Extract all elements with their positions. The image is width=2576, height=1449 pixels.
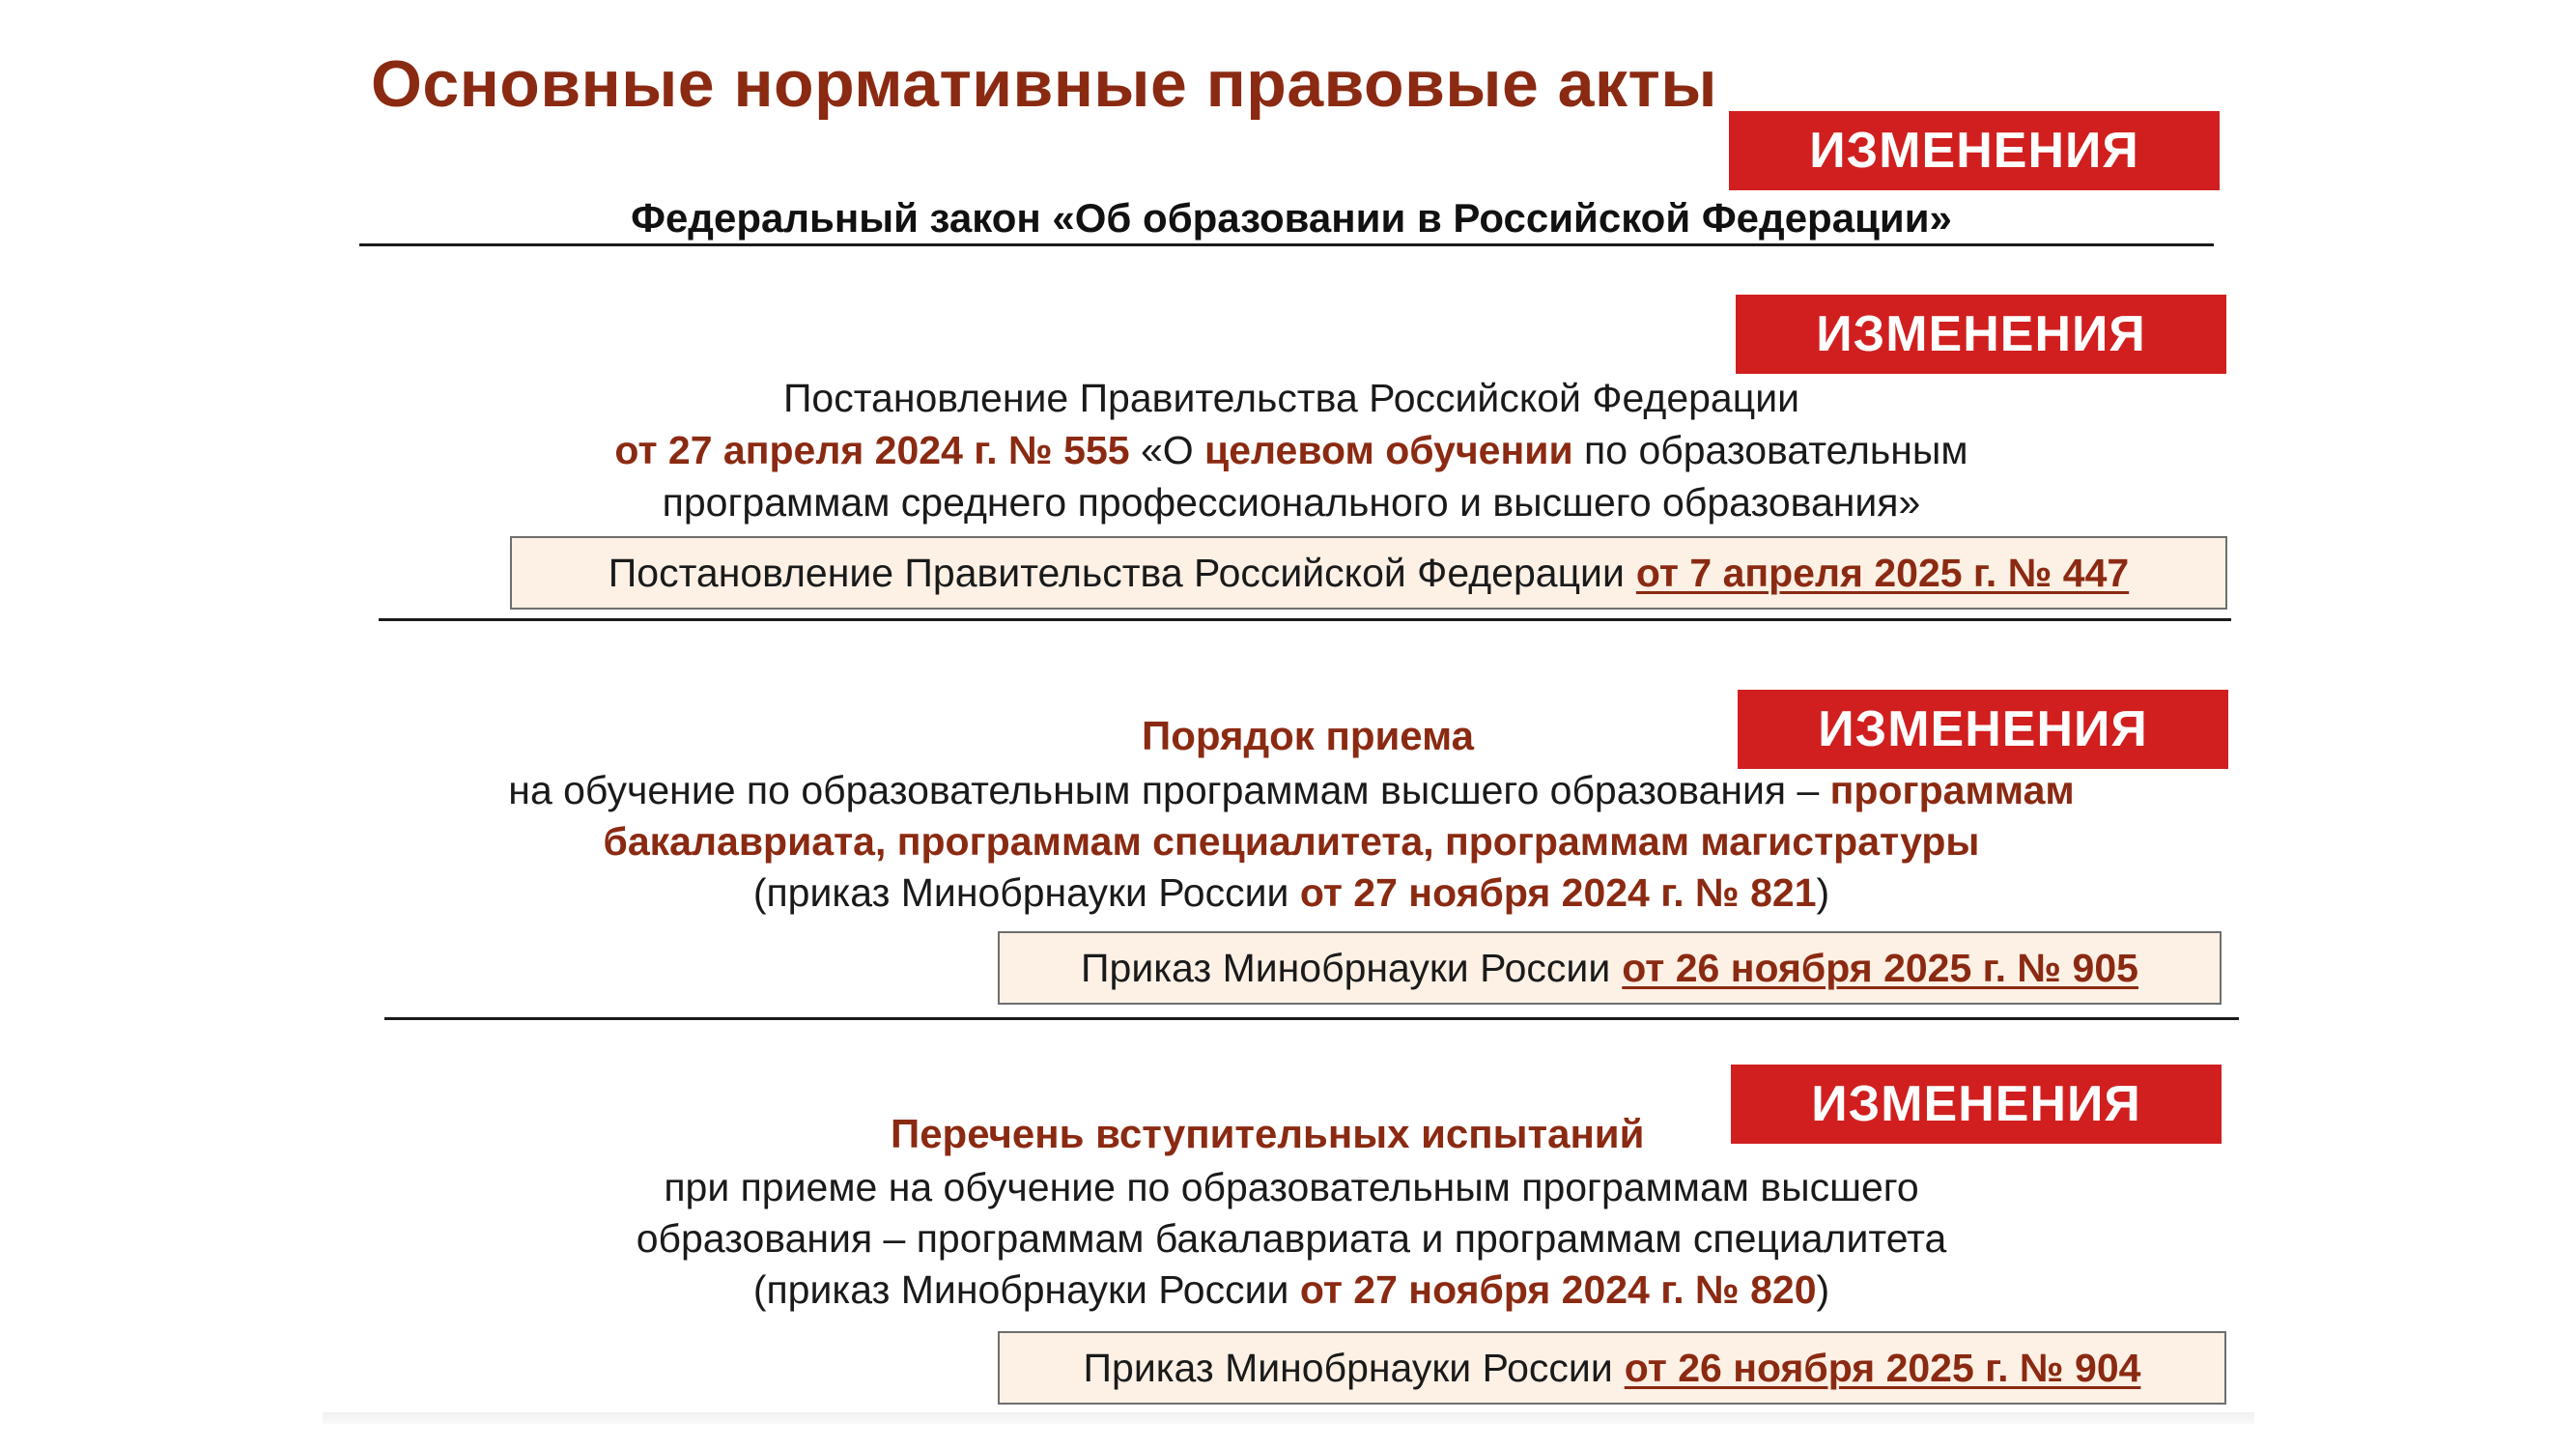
changes-badge-3: ИЗМЕНЕНИЯ	[1738, 690, 2228, 769]
changes-badge-2: ИЗМЕНЕНИЯ	[1736, 295, 2226, 374]
federal-law-title: Федеральный закон «Об образовании в Российской Федерации»	[631, 195, 1952, 241]
slide-title: Основные нормативные правовые акты	[371, 47, 1717, 121]
exams-line-1: при приеме на обучение по образовательным программам высшего	[664, 1165, 1919, 1209]
exams-change-link[interactable]: от 26 ноября 2025 г. № 904	[1624, 1345, 2141, 1390]
admission-order-open: (приказ Минобрнауки России	[752, 870, 1300, 915]
changes-badge-1: ИЗМЕНЕНИЯ	[1729, 111, 2220, 190]
exams-heading: Перечень вступительных испытаний	[891, 1111, 1645, 1156]
resolution-line-1: Постановление Правительства Российской Федерации	[782, 376, 1800, 420]
admission-heading: Порядок приема	[1142, 713, 1474, 758]
admission-change-link[interactable]: от 26 ноября 2025 г. № 905	[1622, 945, 2138, 990]
admission-change-box	[998, 931, 2222, 1005]
resolution-highlight: целевом обучении	[1204, 428, 1573, 472]
resolution-change-link[interactable]: от 7 апреля 2025 г. № 447	[1635, 550, 2130, 595]
admission-line-2: бакалавриата, программам специалитета, программам магистратуры	[603, 819, 1980, 864]
exams-order-close: )	[1816, 1267, 1830, 1312]
admission-line-1	[359, 765, 2223, 815]
exams-order-date: от 27 ноября 2024 г. № 820	[1299, 1267, 1817, 1312]
exams-order-open: (приказ Минобрнауки России	[752, 1267, 1300, 1312]
admission-line-1-highlight: программам	[1829, 768, 2075, 812]
exams-change-prefix: Приказ Минобрнауки России	[1083, 1345, 1613, 1390]
admission-line-1-plain: на обучение по образовательным программам высшего образования –	[508, 768, 1830, 812]
resolution-date: от 27 апреля 2024 г. № 555	[614, 428, 1130, 472]
changes-badge-4: ИЗМЕНЕНИЯ	[1731, 1065, 2222, 1144]
exams-change-box	[998, 1331, 2226, 1405]
resolution-rest: по образовательным	[1572, 428, 1968, 472]
admission-line-3	[359, 867, 2223, 918]
divider-2	[379, 618, 2231, 621]
resolution-line-2	[359, 425, 2223, 475]
resolution-quote-open: «О	[1129, 428, 1205, 472]
admission-order-close: )	[1816, 870, 1830, 915]
admission-order-date: от 27 ноября 2024 г. № 821	[1299, 870, 1817, 915]
admission-change-prefix: Приказ Минобрнауки России	[1081, 945, 1611, 990]
divider-1	[359, 243, 2214, 246]
resolution-change-box	[510, 536, 2227, 610]
divider-3	[384, 1017, 2239, 1020]
slide-bottom-edge	[323, 1412, 2254, 1424]
exams-line-2: образования – программам бакалавриата и программам специалитета	[636, 1216, 1947, 1261]
resolution-change-prefix: Постановление Правительства Российской Федерации	[608, 550, 1625, 595]
exams-line-3	[359, 1264, 2223, 1315]
resolution-line-3: программам среднего профессионального и высшего образования»	[662, 480, 1921, 525]
